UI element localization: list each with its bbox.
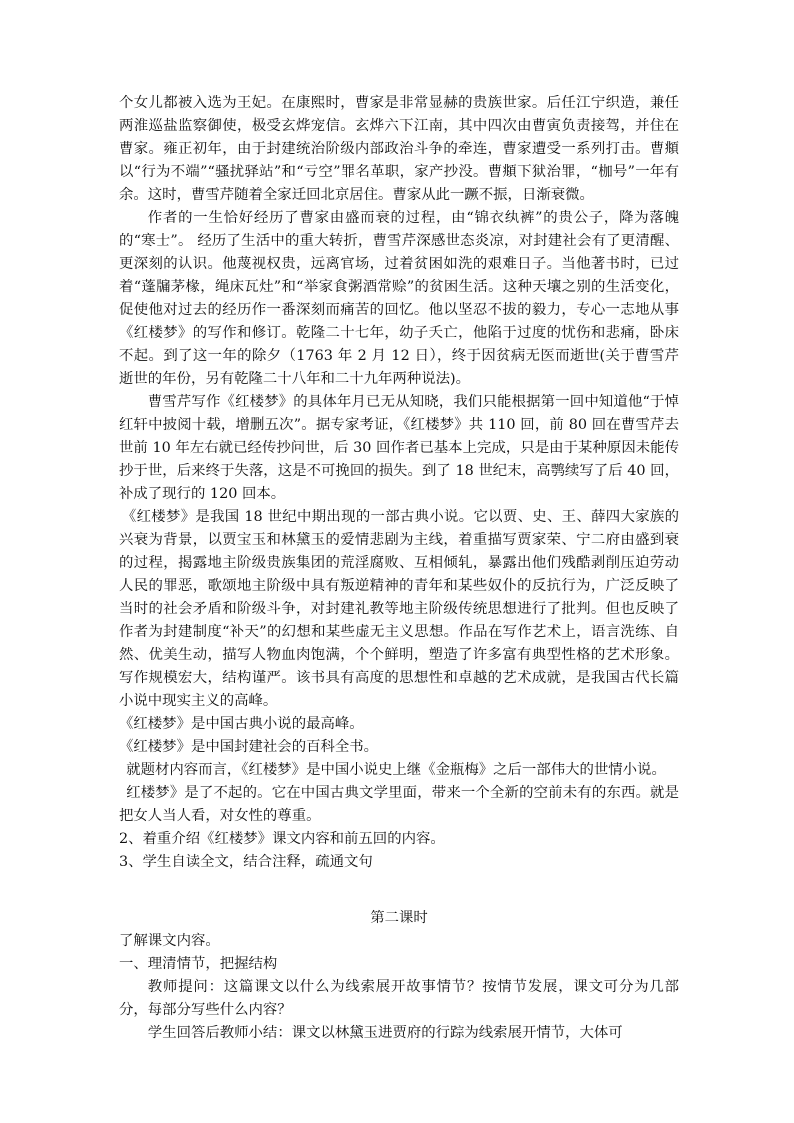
paragraph-writing-history: 曹雪芹写作《红楼梦》的具体年月已无从知晓，我们只能根据第一回中知道他“于悼红轩中披阅十载，增删五次”。据专家考证，《红楼梦》共 110 回，前 80 回在曹雪芹去世前 10 年左右就已经传抄问世，后 30 回作者已基本上完成，只是由于某种原因未能传抄于世，后来终于失落，这是不可挽回的损失。到了 18 世纪末，高鹗续写了后 40 回，补成了现行的 120 回本。 (119, 394, 679, 502)
section-heading-1: 一、理清情节，把握结构 (119, 956, 278, 972)
paragraph-author-life: 作者的一生恰好经历了曹家由盛而衰的过程，由“锦衣纨裤”的贵公子，降为落魄的“寒士”。 经历了生活中的重大转折，曹雪芹深感世态炎凉，对封建社会有了更清醒、更深刻的认识。他蔑视权贵，远离官场，过着贫困如洗的艰难日子。当他著书时，已过着“蓬牖茅椽，绳床瓦灶”和“举家食粥酒常赊”的贫困生活。这种天壤之别的生活变化，促使他对过去的经历作一番深刻而痛苦的回忆。他以坚忍不拔的毅力，专心一志地从事《红楼梦》的写作和修订。乾隆二十七年，幼子夭亡，他陷于过度的忧伤和悲痛，卧床不起。到了这一年的除夕（1763 年 2 月 12 日），终于因贫病无医而逝世(关于曹雪芹逝世的年份，另有乾隆二十八年和二十九年两种说法)。 (119, 210, 679, 387)
document-page (119, 92, 679, 1045)
paragraph-novel-summary: 《红楼梦》是我国 18 世纪中期出现的一部古典小说。它以贾、史、王、薛四大家族的兴衰为背景，以贾宝玉和林黛玉的爱情悲剧为主线，着重描写贾家荣、宁二府由盛到衰的过程，揭露地主阶级贵族集团的荒淫腐败、互相倾轧，暴露出他们残酷剥削压迫劳动人民的罪恶，歌颂地主阶级中具有叛逆精神的青年和某些奴仆的反抗行为，广泛反映了当时的社会矛盾和阶级斗争，对封建礼教等地主阶级传统思想进行了批判。但也反映了作者为封建制度“补天”的幻想和某些虚无主义思想。作品在写作艺术上，语言洗练、自然、优美生动，描写人物血肉饱满，个个鲜明，塑造了许多富有典型性格的艺术形象。写作规模宏大，结构谨严。该书具有高度的思想性和卓越的艺术成就，是我国古代长篇小说中现实主义的高峰。 (119, 509, 679, 709)
section-intro: 了解课文内容。 (119, 933, 220, 949)
paragraph-highest-peak: 《红楼梦》是中国古典小说的最高峰。 (119, 716, 364, 732)
paragraph-encyclopedia: 《红楼梦》是中国封建社会的百科全书。 (119, 739, 379, 755)
paragraph-cao-family: 个女儿都被入选为王妃。在康熙时，曹家是非常显赫的贵族世家。后任江宁织造，兼任两淮巡盐监察御使，极受玄烨宠信。玄烨六下江南，其中四次由曹寅负责接驾，并住在曹家。雍正初年，由于封建统治阶级内部政治斗争的牵连，曹家遭受一系列打击。曹頫以“行为不端”“骚扰驿站”和“亏空”罪名革职，家产抄没。曹頫下狱治罪，“枷号”一年有余。这时，曹雪芹随着全家迁回北京居住。曹家从此一蹶不振，日渐衰微。 (119, 95, 679, 203)
paragraph-respect-women: 红楼梦》是了不起的。它在中国古典文学里面，带来一个全新的空前未有的东西。就是把女人当人看，对女性的尊重。 (119, 785, 679, 824)
spacer (119, 874, 679, 888)
teacher-summary: 学生回答后教师小结：课文以林黛玉进贾府的行踪为线索展开情节，大体可 (147, 1025, 623, 1041)
paragraph-subject-matter: 就题材内容而言，《红楼梦》是中国小说史上继《金瓶梅》之后一部伟大的世情小说。 (126, 762, 666, 778)
list-item-2: 2、着重介绍《红楼梦》课文内容和前五回的内容。 (119, 831, 445, 847)
list-item-3: 3、学生自读全文，结合注释，疏通文句 (119, 854, 373, 870)
section-title: 第二课时 (370, 910, 428, 926)
teacher-question: 教师提问：这篇课文以什么为线索展开故事情节？按情节发展，课文可分为几部分，每部分写些什么内容？ (119, 979, 679, 1018)
